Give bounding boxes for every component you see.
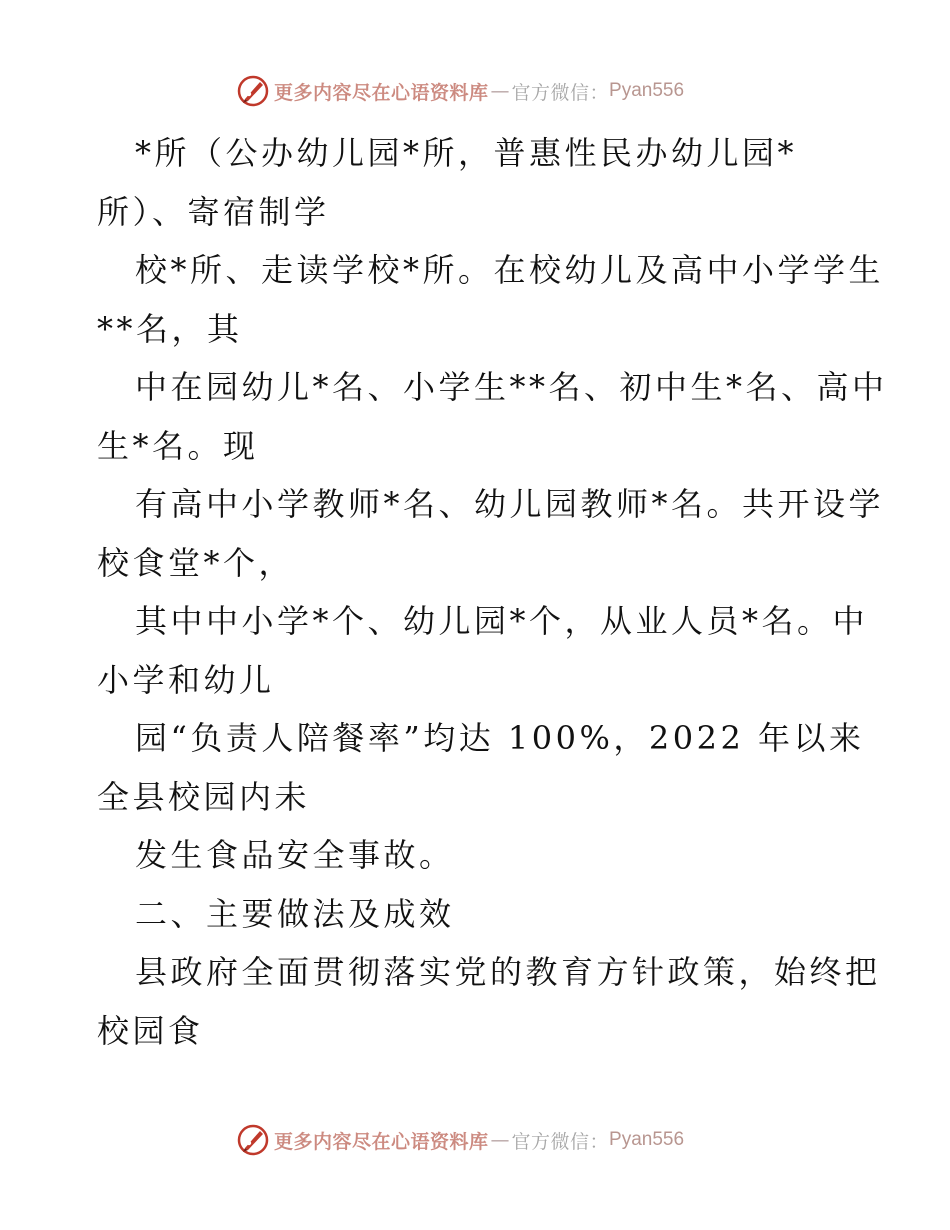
text-line: 中在园幼儿*名、小学生**名、初中生*名、高中 bbox=[135, 368, 888, 406]
text-line: 有高中小学教师*名、幼儿园教师*名。共开设学 bbox=[135, 485, 885, 523]
quill-logo-icon bbox=[236, 1123, 270, 1157]
watermark-dash: — bbox=[490, 1129, 510, 1151]
text-line: 生*名。现 bbox=[97, 426, 259, 465]
section-heading: 二、主要做法及成效 bbox=[135, 894, 455, 933]
text-line: 所）、寄宿制学 bbox=[97, 192, 330, 231]
text-line: *所（公办幼儿园*所，普惠性民办幼儿园* bbox=[135, 134, 798, 172]
text-line: 校*所、走读学校*所。在校幼儿及高中小学学生 bbox=[135, 251, 885, 289]
watermark-wechat-id: Pyan556 bbox=[609, 1129, 685, 1150]
text-line: 园“负责人陪餐率”均达 100%，2022 年以来 bbox=[135, 719, 865, 757]
watermark-main-text: 更多内容尽在心语资料库 bbox=[274, 1130, 489, 1153]
watermark-wechat-id: Pyan556 bbox=[609, 80, 685, 101]
watermark-sub-text: 官方微信： bbox=[511, 1130, 610, 1153]
watermark-sub-text: 官方微信： bbox=[511, 81, 610, 104]
text-line: 县政府全面贯彻落实党的教育方针政策，始终把 bbox=[135, 953, 881, 991]
watermark-header bbox=[236, 73, 716, 109]
text-line: 校园食 bbox=[97, 1011, 204, 1050]
document-body bbox=[97, 124, 888, 1060]
text-line: 小学和幼儿 bbox=[97, 660, 275, 699]
text-line: 其中中小学*个、幼儿园*个，从业人员*名。中 bbox=[135, 602, 869, 640]
watermark-footer bbox=[236, 1122, 716, 1158]
quill-logo-icon bbox=[236, 74, 270, 108]
text-line: 校食堂*个， bbox=[97, 543, 295, 582]
text-line: 全县校园内未 bbox=[97, 777, 311, 816]
watermark-main-text: 更多内容尽在心语资料库 bbox=[274, 81, 489, 104]
watermark-dash: — bbox=[490, 80, 510, 102]
text-line: 发生食品安全事故。 bbox=[135, 836, 455, 874]
text-line: **名，其 bbox=[97, 309, 243, 348]
